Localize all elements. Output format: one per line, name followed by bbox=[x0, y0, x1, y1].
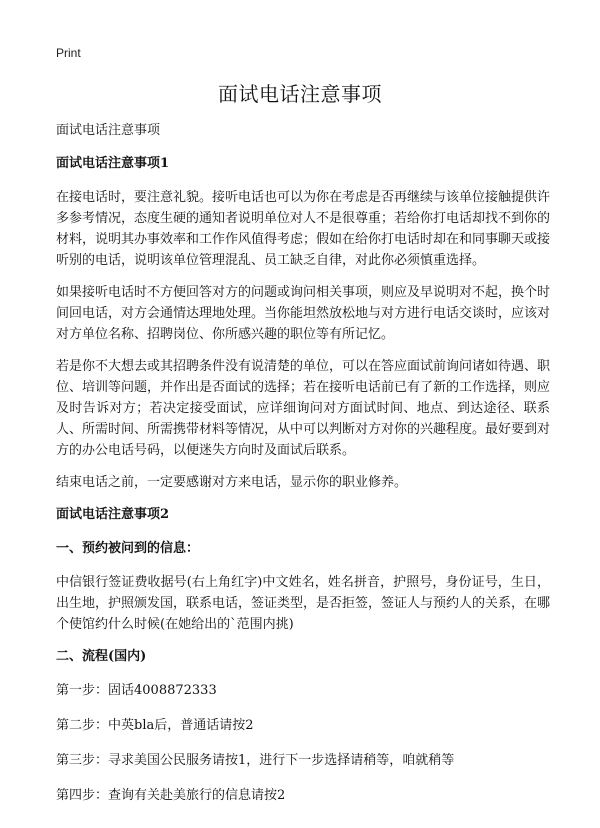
paragraph: 若是你不大想去或其招聘条件没有说清楚的单位，可以在答应面试前询问诸如待遇、职位、培训等问题，并作出是否面试的选择；若在接听电话前已有了新的工作选择，则应及时告诉对方；若决定接受面试，应详细询问对方面试时间、地点、到达途径、联系人、所需时间、所需携带材料等情况，从中可以判断对方对你的兴趣程度。最好要到对方的办公电话号码，以便迷失方向时及面试后联系。 bbox=[56, 359, 551, 458]
subsection-heading-process: 二、流程(国内) bbox=[56, 649, 147, 664]
paragraph: 结束电话之前，一定要感谢对方来电话，显示你的职业修养。 bbox=[56, 475, 408, 490]
document-subtitle: 面试电话注意事项 bbox=[56, 123, 161, 138]
step-item: 第四步：查询有关赴美旅行的信息请按2 bbox=[56, 788, 286, 803]
step-item: 第一步：固话4008872333 bbox=[56, 683, 217, 698]
paragraph: 中信银行签证费收据号(右上角红字)中文姓名，姓名拼音，护照号，身份证号，生日，出生地，护照颁发国，联系电话，签证类型，是否拒签，签证人与预约人的关系，在哪个使馆约什么时候(在她给出的`范围内挑) bbox=[56, 575, 551, 632]
section-heading-1: 面试电话注意事项1 bbox=[56, 156, 170, 171]
paragraph: 在接电话时，要注意礼貌。接听电话也可以为你在考虑是否再继续与该单位接触提供许多参考情况，态度生硬的通知者说明单位对人不是很尊重；若给你打电话却找不到你的材料，说明其办事效率和工作作风值得考虑；假如在给你打电话时却在和同事聊天或接听别的电话，说明该单位管理混乱、员工缺乏自律，对此你必须慎重选择。 bbox=[56, 190, 551, 268]
subsection-heading-reservation-info: 一、预约被问到的信息： bbox=[56, 541, 200, 556]
document-title: 面试电话注意事项 bbox=[218, 82, 382, 106]
section-heading-2: 面试电话注意事项2 bbox=[56, 507, 170, 522]
document-body bbox=[56, 120, 550, 820]
print-label: Print bbox=[56, 46, 81, 60]
paragraph: 如果接听电话时不方便回答对方的问题或询问相关事项，则应及早说明对不起，换个时间回电话，对方会通情达理地处理。当你能坦然放松地与对方进行电话交谈时，应该对对方单位名称、招聘岗位、你所感兴趣的职位等有所记忆。 bbox=[56, 285, 551, 342]
step-item: 第三步：寻求美国公民服务请按1，进行下一步选择请稍等，咱就稍等 bbox=[56, 753, 455, 768]
step-item: 第二步：中英bla后，普通话请按2 bbox=[56, 718, 254, 733]
